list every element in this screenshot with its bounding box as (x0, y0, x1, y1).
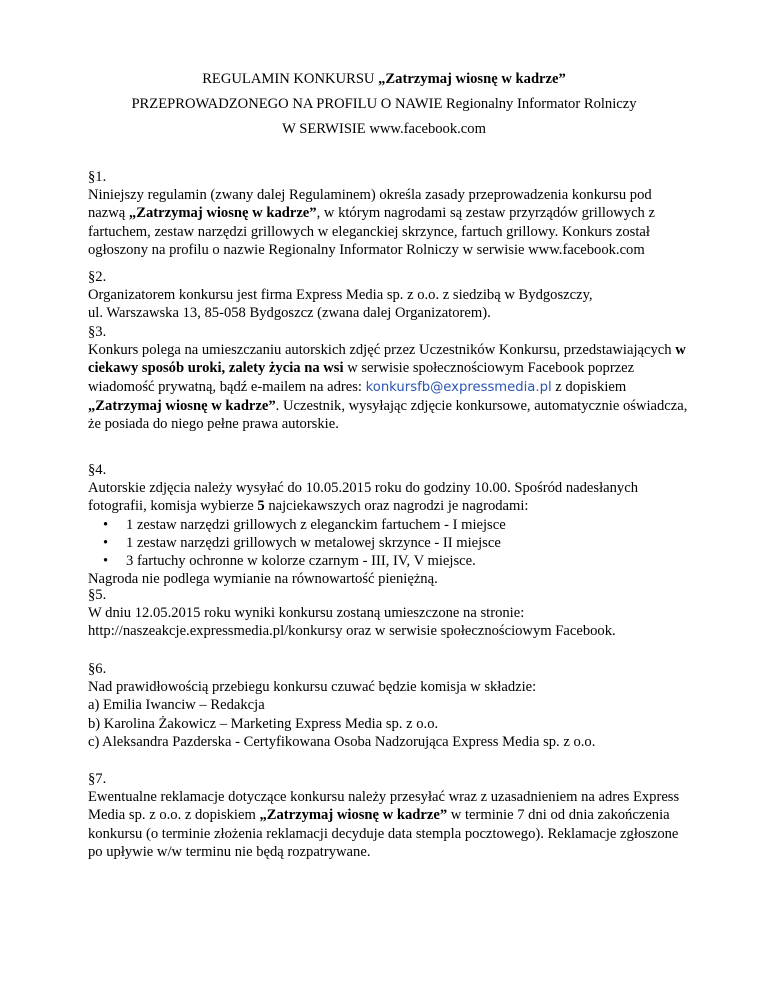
section-5-number: §5. (88, 587, 107, 603)
section-3 (88, 323, 688, 433)
section-3-contest-name: „Zatrzymaj wiosnę w kadrze” (88, 397, 276, 414)
title-contest-name: „Zatrzymaj wiosnę w kadrze” (378, 71, 566, 87)
section-4-text-b: najciekawszych oraz nagrodzi je nagrodami: (264, 498, 529, 515)
section-4 (88, 461, 688, 588)
document-title (0, 70, 768, 88)
committee-member-b: b) Karolina Żakowicz – Marketing Express Media sp. z o.o. (88, 715, 439, 732)
section-7-text-b: w terminie 7 dni od dnia zakończenia konkursu (o terminie złożenia reklamacji decyduje data stempla pocztowego). Reklamacje zgłoszone po upływie w/w terminu nie będą rozpatrywane. (88, 807, 679, 860)
section-4-count: 5 (257, 498, 265, 515)
bullet-icon: • (103, 534, 109, 551)
section-4-note: Nagroda nie podlega wymianie na równowartość pieniężną. (88, 571, 438, 588)
document-subtitle: PRZEPROWADZONEGO NA PROFILU O NAWIE Regionalny Informator Rolniczy (131, 96, 637, 112)
section-6-intro: Nad prawidłowością przebiegu konkursu czuwać będzie komisja w składzie: (88, 679, 537, 696)
section-7 (88, 770, 688, 861)
section-1-text (88, 186, 688, 259)
prize-list (88, 516, 688, 571)
section-4-text-a: Autorskie zdjęcia należy wysyłać do 10.05.2015 roku do godziny 10.00. Spośród nadesłanych fotografii, komisja wybierze (88, 480, 638, 515)
section-3-text-b: w serwisie społecznościowym Facebook poprzez wiadomość prywatną, bądź e-mailem na adres: (88, 360, 635, 395)
prize-item (88, 552, 688, 570)
section-6 (88, 660, 688, 751)
section-4-text (88, 479, 688, 515)
section-1-number: §1. (88, 169, 107, 185)
email-link[interactable]: konkursfb@expressmedia.pl (365, 379, 552, 395)
prize-item-label: 3 fartuchy ochronne w kolorze czarnym - III, IV, V miejsce. (126, 553, 476, 570)
section-3-emphasis: w ciekawy sposób uroki, zalety życia na wsi (88, 342, 686, 377)
section-7-text-a: Ewentualne reklamacje dotyczące konkursu należy przesyłać wraz z uzasadnieniem na adres Express Media sp. z o.o. z dopiskiem (88, 789, 680, 824)
section-4-number: §4. (88, 462, 107, 478)
prize-item-label: 1 zestaw narzędzi grillowych w metalowej skrzynce - II miejsce (126, 534, 501, 551)
section-5-line-2: http://naszeakcje.expressmedia.pl/konkursy oraz w serwisie społecznościowym Facebook. (88, 623, 616, 640)
bullet-icon: • (103, 516, 109, 533)
section-2-number: §2. (88, 269, 107, 285)
section-3-text-a: Konkurs polega na umieszczaniu autorskich zdjęć przez Uczestników Konkursu, przedstawiających (88, 342, 676, 359)
section-6-number: §6. (88, 661, 107, 677)
committee-member-a: a) Emilia Iwanciw – Redakcja (88, 697, 265, 714)
section-1-text-a: Niniejszy regulamin (zwany dalej Regulaminem) określa zasady przeprowadzenia konkursu pod nazwą (88, 187, 652, 222)
section-3-text (88, 341, 688, 433)
section-3-number: §3. (88, 324, 107, 340)
section-7-text (88, 788, 688, 861)
prize-item (88, 534, 688, 552)
section-2 (88, 268, 688, 323)
section-7-number: §7. (88, 771, 107, 787)
section-1-text-b: , w którym nagrodami są zestaw przyrządów grillowych z fartuchem, zestaw narzędzi grillowych w eleganckiej skrzynce, fartuch grillowy. Konkurs został ogłoszony na profilu o nazwie Regionalny Informator Rolniczy w serwisie www.facebook.com (88, 205, 655, 258)
section-5 (88, 586, 688, 641)
section-1 (88, 168, 688, 259)
document-subtitle-site: W SERWISIE www.facebook.com (282, 121, 486, 137)
committee-member-c: c) Aleksandra Pazderska - Certyfikowana Osoba Nadzorująca Express Media sp. z o.o. (88, 733, 596, 750)
section-5-line-1: W dniu 12.05.2015 roku wyniki konkursu zostaną umieszczone na stronie: (88, 605, 525, 622)
prize-item (88, 516, 688, 534)
bullet-icon: • (103, 553, 109, 570)
section-2-line-2: ul. Warszawska 13, 85-058 Bydgoszcz (zwana dalej Organizatorem). (88, 305, 491, 322)
prize-item-label: 1 zestaw narzędzi grillowych z eleganckim fartuchem - I miejsce (126, 516, 506, 533)
title-prefix: REGULAMIN KONKURSU (202, 71, 379, 87)
section-3-text-c: z dopiskiem (551, 378, 627, 395)
section-7-contest-name: „Zatrzymaj wiosnę w kadrze” (259, 807, 448, 824)
section-3-text-d: . Uczestnik, wysyłając zdjęcie konkursowe, automatycznie oświadcza, że posiada do niego pełne prawa autorskie. (88, 397, 688, 433)
section-2-line-1: Organizatorem konkursu jest firma Express Media sp. z o.o. z siedzibą w Bydgoszczy, (88, 287, 593, 304)
section-1-contest-name: „Zatrzymaj wiosnę w kadrze” (128, 205, 317, 222)
